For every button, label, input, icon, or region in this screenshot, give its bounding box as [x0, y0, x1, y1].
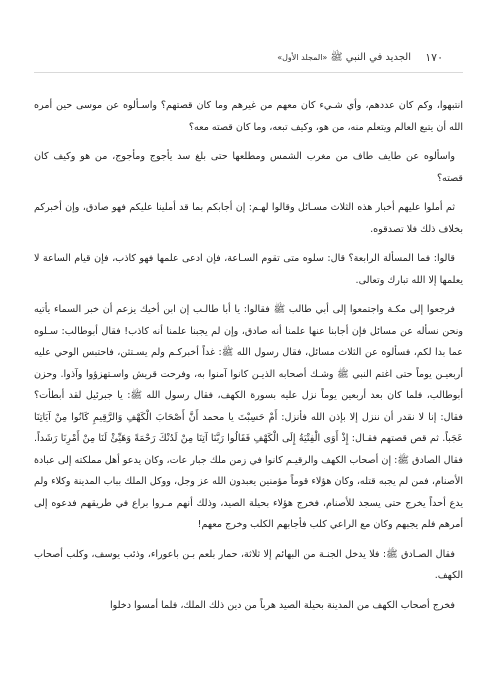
page-number: ١٧٠ — [425, 51, 443, 64]
running-header — [0, 49, 497, 67]
paragraph: فخرج أصحاب الكهف من المدينة بحيلة الصيد هرباً من دين ذلك الملك، فلما أمسوا دخلوا — [109, 599, 455, 611]
volume-label: «المجلد الأول» — [277, 53, 328, 62]
header-divider — [34, 72, 463, 73]
paragraph: انتبهوا، وكم كان عددهم، وأي شـيء كان معهم من غيرهم وما كان قصتهم؟ واسـألوه عن موسى حين أمره الله أن يتبع العالم ويتعلم منه، من هو، وكيف تبعه، وما كان قصته معه؟ — [34, 100, 463, 133]
paragraph: ثم أملوا عليهم أخبار هذه الثلاث مسـائل وقالوا لهـم: إن أجابكم بما قد أملينا عليكم فهو صادق، وإن أخبركم بخلاف ذلك فلا تصدقوه. — [34, 202, 463, 235]
paragraph: فقال الصـادق ﷺ: فلا يدخل الجنـة من البهائم إلا ثلاثة، حمار بلعم بـن باعوراء، وذئب يوسف، وكلب أصحاب الكهف. — [34, 548, 463, 581]
paragraph: قالوا: فما المسألة الرابعة؟ قال: سلوه متى تقوم السـاعة، فإن ادعى علمها فهو كاذب، فإن قيام الساعة لا يعلمها إلا الله تبارك وتعالى. — [34, 253, 463, 286]
header-title-group — [277, 49, 411, 67]
book-title: الجديد في النبي ﷺ — [330, 52, 411, 63]
paragraph: واسألوه عن طايف طاف من مغرب الشمس ومطلعها حتى بلغ سد يأجوج ومأجوج، من هو وكيف كان قصته؟ — [34, 151, 463, 184]
page-body — [34, 95, 463, 624]
paragraph: فرجعوا إلى مكـة واجتمعوا إلى أبي طالب ﷺ فقالوا: يا أبا طالـب إن ابن أخيك يزعم أن خبر السماء يأتيه ونحن نسأله عن مسائل فإن أجابنا عنها علمنا أنه صادق، وإن لم يجبنا علمنا أنه كاذب! فقال أبوطالب: سـلوه عما بدا لكم، فسألوه عن الثلاث مسائل، فقال رسول الله ﷺ: غداً أخبركـم ولم يسـتثن، فاحتبس الوحي عليه أربعيـن يوماً حتى اغتم النبي ﷺ وشـك أصحابه الذيـن كانوا آمنوا به، وفرحت قريش واسـتهزؤوا وآذوا. وحزن أبوطالب، فلما كان بعد أربعين يوماً نزل عليه بسورة الكهف، فقال رسول الله ﷺ: يا جبرئيل لقد أبطأت؟ فقال: إنا لا نقدر أن ننزل إلا بإذن الله فأنزل: أَمْ حَسِبْتَ يا محمد أَنَّ أَصْحَابَ الْكَهْفِ وَالرَّقِيمِ كَانُوا مِنْ آيَاتِنَا عَجَباً. ثم قص قصتهم فقـال: إِذْ أَوَى الْفِتْيَةُ إِلَى الْكَهْفِ فَقَالُوا رَبَّنَا آتِنَا مِنْ لَدُنْكَ رَحْمَةً وَهَيِّئْ لَنَا مِنْ أَمْرِنَا رَشَداً. فقال الصادق ﷺ: إن أصحاب الكهف والرقيـم كانوا في زمن ملك جبار عات، وكان يدعو أهل مملكته إلى عبادة الأصنام، فمن لم يجبه قتله، وكان هؤلاء قوماً مؤمنين يعبدون الله عز وجل، ووكل الملك بباب المدينة وكلاء ولم يدع أحداً يخرج حتى يسجد للأصنام، فخرج هؤلاء بحيلة الصيد، وذلك أنهم مـروا براع في طريقهم فدعوه إلى أمرهم فلم يجبهم وكان مع الراعي كلب فأجابهم الكلب وخرج معهم! — [34, 304, 463, 530]
